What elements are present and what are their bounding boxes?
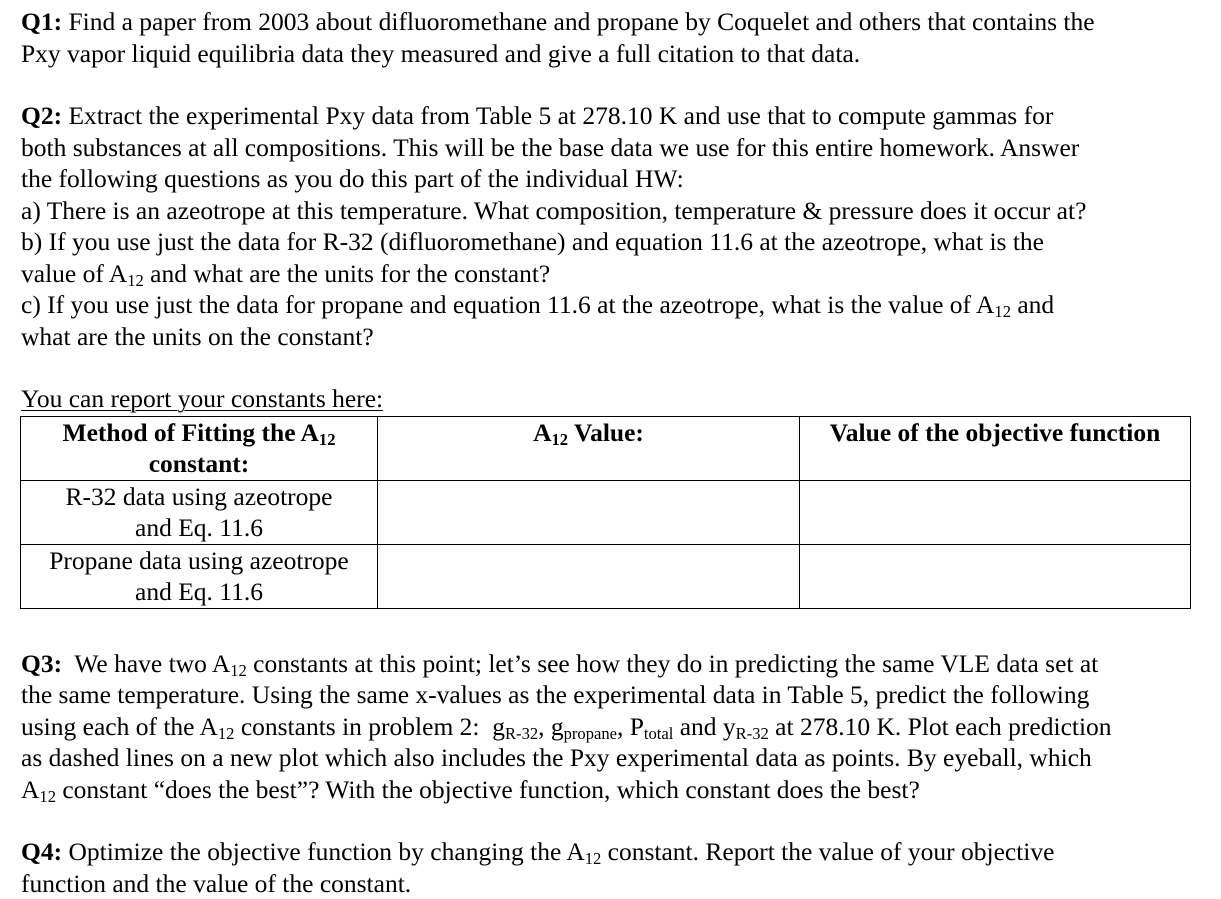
row-r32-method [21, 480, 378, 544]
row-propane-method-line-2: and Eq. 11.6 [135, 577, 263, 606]
q2-part-a: a) There is an azeotrope at this temperature. What composition, temperature & pressure does it occur at? [21, 195, 1206, 227]
homework-page [21, 6, 1206, 899]
header-objective: Value of the objective function [800, 416, 1191, 480]
q2-c-subscript: 12 [994, 302, 1011, 321]
table-row [21, 480, 1191, 544]
row-propane-objective-cell[interactable] [800, 544, 1191, 608]
question-3 [21, 648, 1206, 806]
row-r32-method-line-2: and Eq. 11.6 [135, 513, 263, 542]
q3-l3-sub-3: propane [564, 724, 617, 743]
q2-line-2: both substances at all compositions. This will be the base data we use for this entire homework. Answer [21, 132, 1206, 164]
header-a12-value [378, 416, 800, 480]
q2-line-3: the following questions as you do this part of the individual HW: [21, 163, 1206, 195]
q1-line-2: Pxy vapor liquid equilibria data they measured and give a full citation to that data. [21, 38, 1206, 70]
q4-l1-subscript: 12 [585, 849, 602, 868]
q3-line-2: the same temperature. Using the same x-values as the experimental data in Table 5, predict the following [21, 679, 1206, 711]
q2-b-subscript: 12 [127, 271, 144, 290]
q3-line-3 [21, 711, 1206, 743]
q3-l1-text-b: constants at this point; let’s see how they do in predicting the same VLE data set at [247, 649, 1098, 678]
q2-text-1: Extract the experimental Pxy data from Table 5 at 278.10 K and use that to compute gammas for [62, 101, 1053, 130]
q3-l5-subscript: 12 [39, 787, 56, 806]
q3-label: Q3: [21, 649, 62, 678]
question-1 [21, 6, 1206, 69]
q1-text-1: Find a paper from 2003 about difluoromethane and propane by Coquelet and others that contains the [62, 7, 1094, 36]
q3-l3-sub-4: total [644, 724, 673, 743]
header-a12-subscript: 12 [552, 430, 569, 449]
q1-label: Q1: [21, 7, 62, 36]
header-method-subscript: 12 [319, 430, 336, 449]
header-method-line-2: constant: [149, 449, 250, 478]
q4-line-1 [21, 836, 1206, 868]
q3-l3-f: at 278.10 K. Plot each prediction [769, 712, 1112, 741]
row-propane-method-line-1: Propane data using azeotrope [49, 546, 349, 575]
row-propane-method [21, 544, 378, 608]
header-a12-text-post: Value: [568, 418, 644, 447]
table-row [21, 544, 1191, 608]
header-method [21, 416, 378, 480]
q2-part-b-line-1: b) If you use just the data for R-32 (difluoromethane) and equation 11.6 at the azeotrope, what is the [21, 226, 1206, 258]
q2-line-1 [21, 100, 1206, 132]
header-method-text: Method of Fitting the A [63, 418, 319, 447]
q3-l3-sub-5: R-32 [736, 724, 769, 743]
report-label-text: You can report your constants here: [21, 384, 383, 413]
q3-l1-text-a: We have two A [62, 649, 230, 678]
q3-line-1 [21, 648, 1206, 680]
q2-c-text-b: and [1011, 290, 1054, 319]
constants-table [20, 416, 1191, 609]
q3-l3-e: and y [673, 712, 735, 741]
q3-l3-sub-1: 12 [218, 724, 235, 743]
row-propane-a12-value-cell[interactable] [378, 544, 800, 608]
q3-l5-text-b: constant “does the best”? With the objective function, which constant does the best? [56, 775, 920, 804]
q2-b-text-a: value of A [21, 259, 127, 288]
q3-l3-sub-2: R-32 [505, 724, 538, 743]
row-r32-method-line-1: R-32 data using azeotrope [66, 482, 333, 511]
q4-label: Q4: [21, 837, 62, 866]
report-constants-label [21, 383, 1206, 415]
question-2 [21, 100, 1206, 352]
q2-c-text-a: c) If you use just the data for propane and equation 11.6 at the azeotrope, what is the value of A [21, 290, 994, 319]
q3-line-4: as dashed lines on a new plot which also includes the Pxy experimental data as points. By eyeball, which [21, 742, 1206, 774]
header-a12-text: A [533, 418, 551, 447]
q4-line-2: function and the value of the constant. [21, 868, 1206, 899]
q2-label: Q2: [21, 101, 62, 130]
q3-l3-b: constants in problem 2: g [234, 712, 505, 741]
q3-l3-c: , g [538, 712, 564, 741]
row-r32-a12-value-cell[interactable] [378, 480, 800, 544]
q4-l1-text-a: Optimize the objective function by changing the A [62, 837, 585, 866]
row-r32-objective-cell[interactable] [800, 480, 1191, 544]
q4-l1-text-b: constant. Report the value of your objective [601, 837, 1054, 866]
q1-line-1 [21, 6, 1206, 38]
q3-l5-text-a: A [21, 775, 39, 804]
q2-b-text-b: and what are the units for the constant? [144, 259, 550, 288]
q2-part-c-line-2: what are the units on the constant? [21, 321, 1206, 353]
q2-part-c-line-1 [21, 289, 1206, 321]
q3-line-5 [21, 774, 1206, 806]
question-4 [21, 836, 1206, 899]
q3-l3-a: using each of the A [21, 712, 218, 741]
q3-l1-subscript: 12 [230, 661, 247, 680]
q2-part-b-line-2 [21, 258, 1206, 290]
table-header-row [21, 416, 1191, 480]
q3-l3-d: , P [617, 712, 644, 741]
